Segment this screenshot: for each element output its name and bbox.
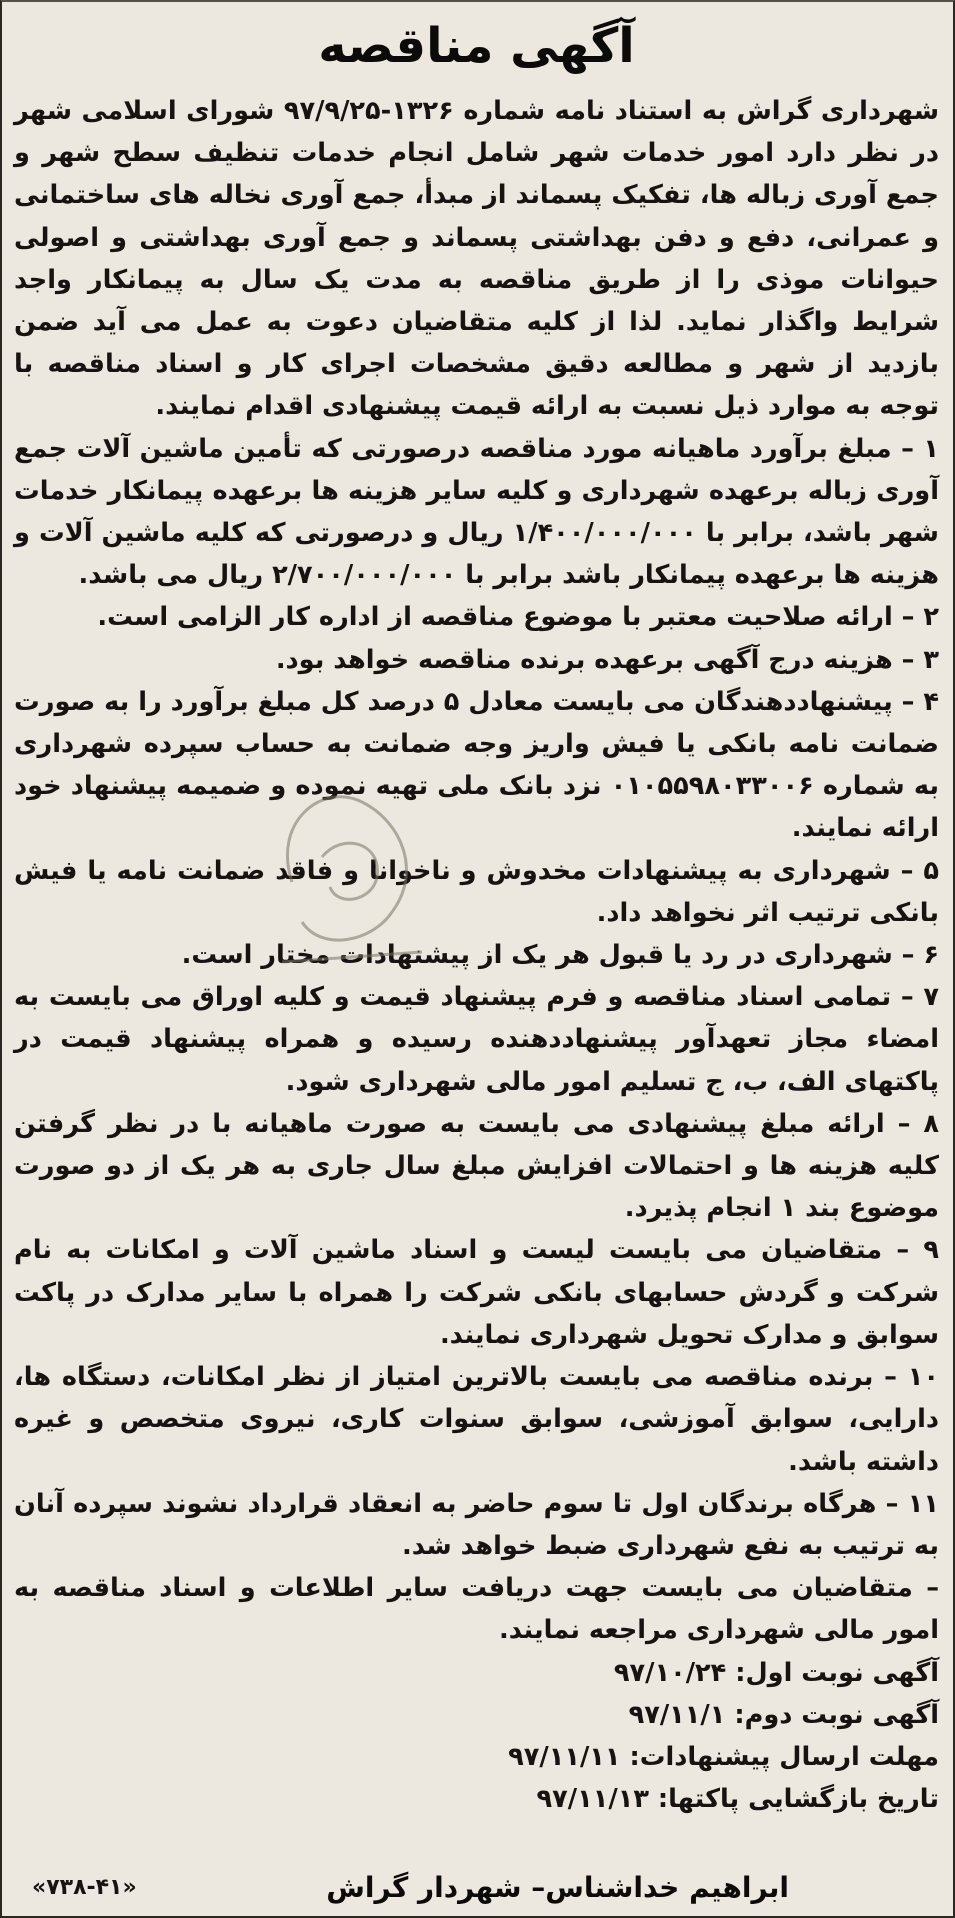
date-label: آگهی نوبت دوم: [734, 1699, 939, 1730]
date-second-publication [14, 1694, 939, 1736]
date-value: ۹۷/۱۰/۲۴ [613, 1657, 727, 1688]
tender-item-11: ۱۱ – هرگاه برندگان اول تا سوم حاضر به انعقاد قرارداد نشوند سپرده آنان به ترتیب به نفع شهرداری ضبط خواهد شد. [14, 1488, 939, 1561]
tender-body [14, 90, 939, 1820]
date-submission-deadline [14, 1736, 939, 1778]
tender-item-1: ۱ – مبلغ برآورد ماهیانه مورد مناقصه درصورتی که تأمین ماشین آلات جمع آوری زباله برعهده شهرداری و کلیه سایر هزینه ها برعهده پیمانکار خدمات شهر باشد، برابر با ۱/۴۰۰/۰۰۰/۰۰۰ ریال و درصورتی که کلیه ماشین آلات و هزینه ها برعهده پیمانکار باشد برابر با ۲/۷۰۰/۰۰۰/۰۰۰ ریال می باشد. [14, 433, 939, 591]
tender-dates [14, 1652, 939, 1821]
tender-item-10: ۱۰ – برنده مناقصه می بایست بالاترین امتیاز از نظر امکانات، دستگاه ها، دارایی، سوابق آموزشی، سوابق سنوات کاری، نیروی متخصص و غیره داشته باشد. [14, 1362, 939, 1477]
ad-code: «۷۳۸-۴۱» [32, 1875, 137, 1900]
tender-item-7: ۷ – تمامی اسناد مناقصه و فرم پیشنهاد قیمت و کلیه اوراق می بایست به امضاء مجاز تعهدآور پیشنهاددهنده رسیده و همراه پیشنهاد قیمت در پاکتهای الف، ب، ج تسلیم امور مالی شهرداری شود. [14, 982, 939, 1097]
date-value: ۹۷/۱۱/۱ [628, 1699, 726, 1730]
mayor-signature: ابراهیم خداشناس– شهردار گراش [326, 1871, 789, 1904]
tender-intro: شهرداری گراش به استناد نامه شماره ۱۳۲۶-۹۷/۹/۲۵ شورای اسلامی شهر در نظر دارد امور خدمات شهر شامل انجام خدمات تنظیف سطح شهر و جمع آوری زباله ها، تفکیک پسماند از مبدأ، جمع آوری نخاله های ساختمانی و عمرانی، دفع و دفن بهداشتی پسماند و جمع آوری بهداشتی و اصولی حیوانات موذی را از طریق مناقصه به مدت یک سال به پیمانکار واجد شرایط واگذار نماید. لذا از کلیه متقاضیان دعوت به عمل می آید ضمن بازدید از شهر و مطالعه دقیق مشخصات اجرای کار و اسناد مناقصه با توجه به موارد ذیل نسبت به ارائه قیمت پیشنهادی اقدام نمایند. [14, 96, 939, 422]
date-first-publication [14, 1652, 939, 1694]
tender-item-5: ۵ – شهرداری به پیشنهادات مخدوش و ناخوانا و فاقد ضمانت نامه یا فیش بانکی ترتیب اثر نخواهد داد. [14, 855, 939, 928]
tender-item-9: ۹ – متقاضیان می بایست لیست و اسناد ماشین آلات و امکانات به نام شرکت و گردش حسابهای بانکی شرکت را همراه با سایر مدارک در پاکت سوابق و مدارک تحویل شهرداری نمایند. [14, 1235, 939, 1350]
tender-footer [14, 1864, 939, 1904]
tender-item-4: ۴ – پیشنهاددهندگان می بایست معادل ۵ درصد کل مبلغ برآورد را به صورت ضمانت نامه بانکی یا فیش واریز وجه ضمانت به حساب سپرده شهرداری به شماره ۰۱۰۵۵۹۸۰۳۳۰۰۶ نزد بانک ملی تهیه نموده و ضمیمه پیشنهاد خود ارائه نمایند. [14, 686, 939, 844]
tender-title: آگهی مناقصه [318, 18, 635, 74]
date-value: ۹۷/۱۱/۱۱ [508, 1741, 621, 1772]
tender-item-8: ۸ – ارائه مبلغ پیشنهادی می بایست به صورت ماهیانه با در نظر گرفتن کلیه هزینه ها و احتمالات افزایش مبلغ سال جاری به هر یک از دو صورت موضوع بند ۱ انجام پذیرد. [14, 1108, 939, 1224]
date-label: مهلت ارسال پیشنهادات: [629, 1741, 939, 1772]
tender-item-6: ۶ – شهرداری در رد یا قبول هر یک از پیشنهادات مختار است. [181, 940, 939, 971]
date-envelope-opening [14, 1778, 939, 1820]
date-label: آگهی نوبت اول: [735, 1657, 939, 1688]
tender-item-2: ۲ – ارائه صلاحیت معتبر با موضوع مناقصه از اداره کار الزامی است. [97, 602, 939, 633]
date-label: تاریخ بازگشایی پاکتها: [657, 1784, 939, 1815]
tender-item-3: ۳ – هزینه درج آگهی برعهده برنده مناقصه خواهد بود. [275, 644, 939, 675]
date-value: ۹۷/۱۱/۱۳ [536, 1784, 649, 1815]
tender-item-note: – متقاضیان می بایست جهت دریافت سایر اطلاعات و اسناد مناقصه به امور مالی شهرداری مراجعه نمایند. [14, 1573, 939, 1646]
